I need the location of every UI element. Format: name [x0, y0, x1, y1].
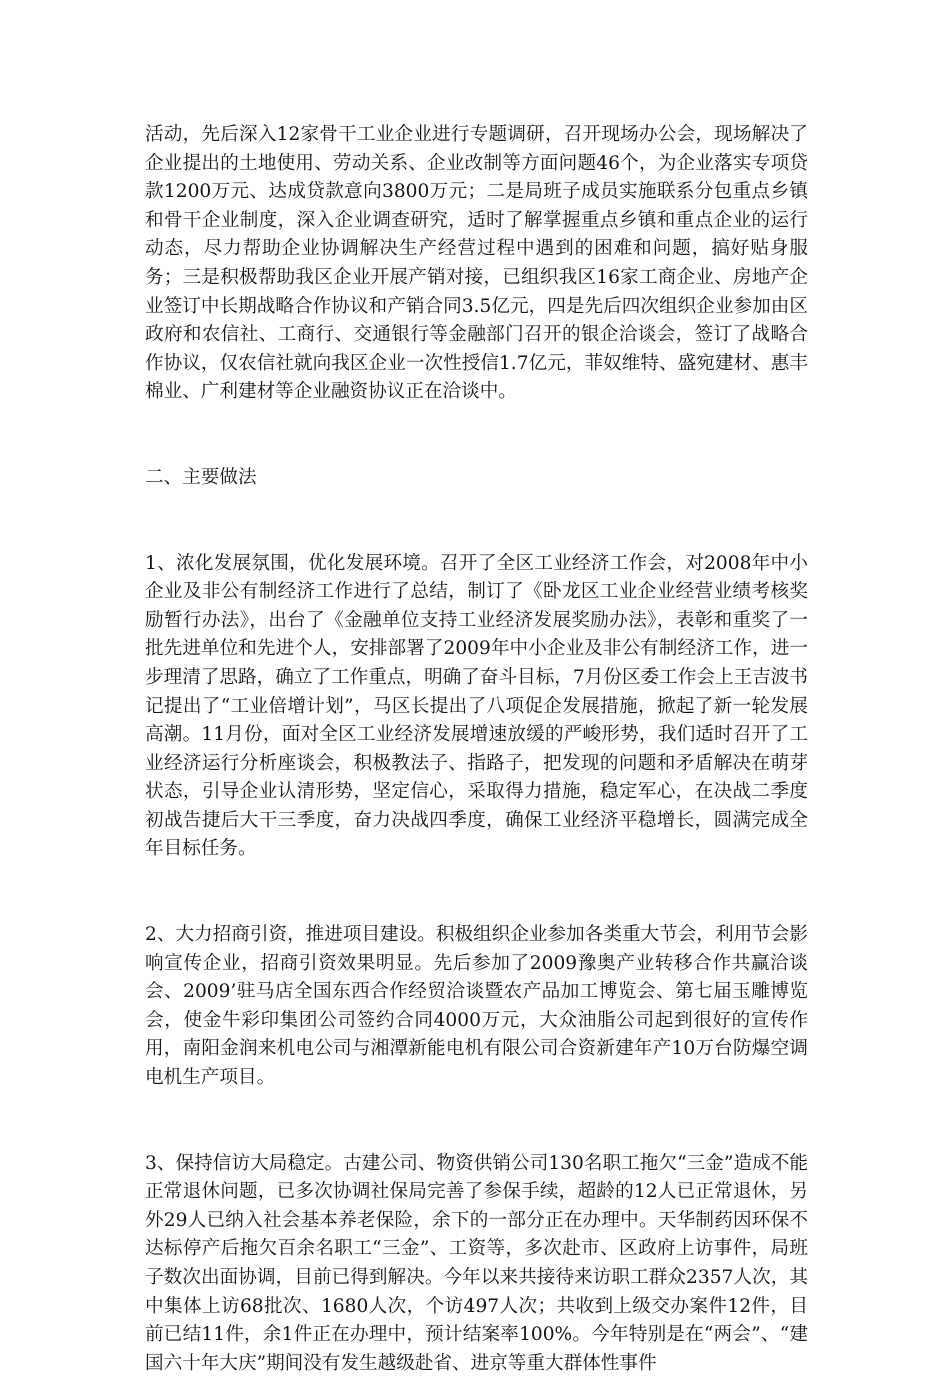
paragraph-intro: 活动，先后深入12家骨干工业企业进行专题调研，召开现场办公会，现场解决了企业提出的土地使用、劳动关系、企业改制等方面问题46个，为企业落实专项贷款1200万元、达成贷款意向3800万元；二是局班子成员实施联系分包重点乡镇和骨干企业制度，深入企业调查研究，适时了解掌握重点乡镇和重点企业的运行动态，尽力帮助企业协调解决生产经营过程中遇到的困难和问题，搞好贴身服务；三是积极帮助我区企业开展产销对接，已组织我区16家工商企业、房地产企业签订中长期战略合作协议和产销合同3.5亿元，四是先后四次组织企业参加由区政府和农信社、工商行、交通银行等金融部门召开的银企洽谈会，签订了战略合作协议，仅农信社就向我区企业一次性授信1.7亿元，菲奴维特、盛宛建材、惠丰棉业、广利建材等企业融资协议正在洽谈中。 — [145, 124, 808, 403]
section-heading: 二、主要做法 — [145, 466, 257, 488]
paragraph-item-1: 1、浓化发展氛围，优化发展环境。召开了全区工业经济工作会，对2008年中小企业及非公有制经济工作进行了总结，制订了《卧龙区工业企业经营业绩考核奖励暂行办法》，出台了《金融单位支持工业经济发展奖励办法》，表彰和重奖了一批先进单位和先进个人，安排部署了2009年中小企业及非公有制经济工作，进一步理清了思路，确立了工作重点，明确了奋斗目标，7月份区委工作会上王吉波书记提出了“工业倍增计划”，马区长提出了八项促企发展措施，掀起了新一轮发展高潮。11月份，面对全区工业经济发展增速放缓的严峻形势，我们适时召开了工业经济运行分析座谈会，积极教法子、指路子，把发现的问题和矛盾解决在萌芽状态，引导企业认清形势，坚定信心，采取得力措施，稳定军心，在决战二季度初战告捷后大干三季度，奋力决战四季度，确保工业经济平稳增长，圆满完成全年目标任务。 — [145, 552, 808, 860]
document-page — [145, 121, 808, 1378]
paragraph-item-3: 3、保持信访大局稳定。古建公司、物资供销公司130名职工拖欠“三金”造成不能正常退休问题，已多次协调社保局完善了参保手续，超龄的12人已正常退休，另外29人已纳入社会基本养老保险，余下的一部分正在办理中。天华制药因环保不达标停产后拖欠百余名职工“三金”、工资等，多次赴市、区政府上访事件，局班子数次出面协调，目前已得到解决。今年以来共接待来访职工群众2357人次，其中集体上访68批次、1680人次，个访497人次；共收到上级交办案件12件，目前已结11件，余1件正在办理中，预计结案率100%。今年特别是在“两会”、“建国六十年大庆”期间没有发生越级赴省、进京等重大群体性事件 — [145, 1152, 808, 1374]
paragraph-item-2: 2、大力招商引资，推进项目建设。积极组织企业参加各类重大节会，利用节会影响宣传企业，招商引资效果明显。先后参加了2009豫奥产业转移合作共赢洽谈会、2009’驻马店全国东西合作经贸洽谈暨农产品加工博览会、第七届玉雕博览会，使金牛彩印集团公司签约合同4000万元，大众油脂公司起到很好的宣传作用，南阳金润来机电公司与湘潭新能电机有限公司合资新建年产10万台防爆空调电机生产项目。 — [145, 924, 808, 1089]
